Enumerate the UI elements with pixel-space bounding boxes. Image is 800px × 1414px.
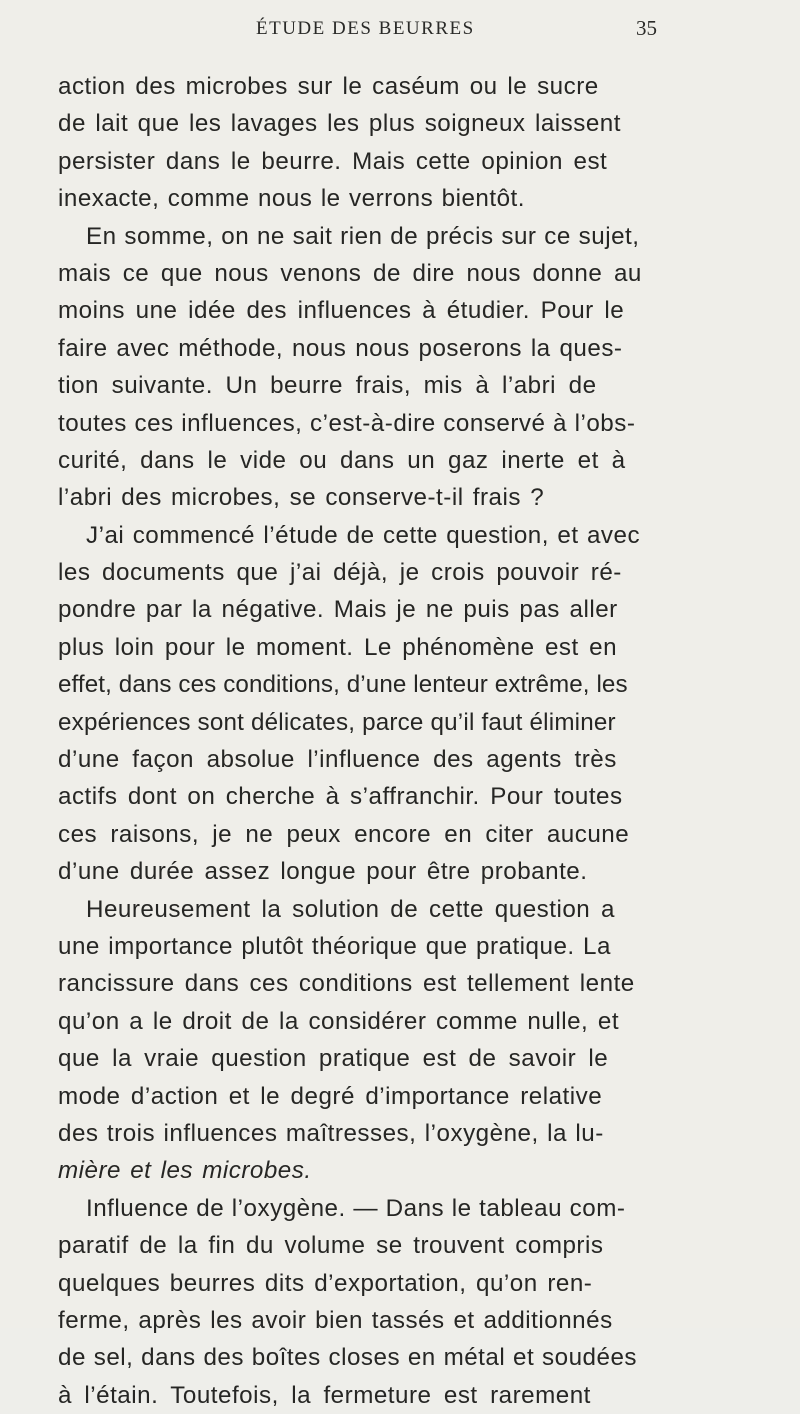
text-line: toutes ces influences, c’est-à-dire conservé à l’obs- — [58, 409, 636, 437]
running-head: ÉTUDE DES BEURRES — [256, 18, 475, 39]
text-line: que la vraie question pratique est de savoir le — [58, 1045, 609, 1073]
text-line: des trois influences maîtresses, l’oxygène, la lu- — [58, 1119, 604, 1147]
text-line: effet, dans ces conditions, d’une lenteur extrême, les — [58, 671, 628, 699]
text-line: d’une façon absolue l’influence des agents très — [58, 746, 617, 774]
text-line: quelques beurres dits d’exportation, qu’on ren- — [58, 1269, 593, 1297]
text-line: ces raisons, je ne peux encore en citer aucune — [58, 820, 630, 848]
text-line: J’ai commencé l’étude de cette question, et avec — [86, 521, 641, 549]
text-line: ferme, après les avoir bien tassés et additionnés — [58, 1306, 613, 1334]
text-line: mode d’action et le degré d’importance relative — [58, 1082, 603, 1110]
text-line: les documents que j’ai déjà, je crois pouvoir ré- — [58, 559, 622, 587]
text-line: inexacte, comme nous le verrons bientôt. — [58, 185, 525, 213]
text-line: de lait que les lavages les plus soigneux laissent — [58, 110, 621, 138]
text-line: mais ce que nous venons de dire nous donne au — [58, 259, 642, 287]
text-line: d’une durée assez longue pour être probante. — [58, 858, 588, 886]
text-line: En somme, on ne sait rien de précis sur ce sujet, — [86, 222, 640, 250]
text-line: faire avec méthode, nous nous poserons la ques- — [58, 334, 623, 362]
text-line: qu’on a le droit de la considérer comme nulle, et — [58, 1007, 620, 1035]
text-line: persister dans le beurre. Mais cette opinion est — [58, 147, 608, 175]
text-line: moins une idée des influences à étudier. Pour le — [58, 297, 625, 325]
text-line: à l’étain. Toutefois, la fermeture est rarement — [58, 1381, 591, 1409]
page-header — [0, 14, 800, 54]
text-line: curité, dans le vide ou dans un gaz inerte et à — [58, 446, 626, 474]
body-text — [58, 68, 764, 1414]
text-line: actifs dont on cherche à s’affranchir. Pour toutes — [58, 783, 623, 811]
text-line: l’abri des microbes, se conserve-t-il frais ? — [58, 484, 545, 512]
text-line: pondre par la négative. Mais je ne puis pas aller — [58, 596, 618, 624]
text-line: plus loin pour le moment. Le phénomène est en — [58, 633, 618, 661]
text-line: action des microbes sur le caséum ou le sucre — [58, 73, 599, 100]
text-line: rancissure dans ces conditions est tellement lente — [58, 970, 635, 998]
text-line: une importance plutôt théorique que pratique. La — [58, 932, 611, 960]
text-line: expériences sont délicates, parce qu’il faut éliminer — [58, 708, 616, 736]
text-line: mière et les microbes. — [58, 1157, 312, 1185]
text-line: Heureusement la solution de cette question a — [86, 895, 616, 923]
text-line: tion suivante. Un beurre frais, mis à l’abri de — [58, 372, 597, 400]
text-line: paratif de la fin du volume se trouvent compris — [58, 1232, 604, 1260]
page-number: 35 — [636, 16, 657, 40]
text-line: de sel, dans des boîtes closes en métal et soudées — [58, 1344, 637, 1372]
text-line: Influence de l’oxygène. — Dans le tableau com- — [86, 1194, 626, 1222]
